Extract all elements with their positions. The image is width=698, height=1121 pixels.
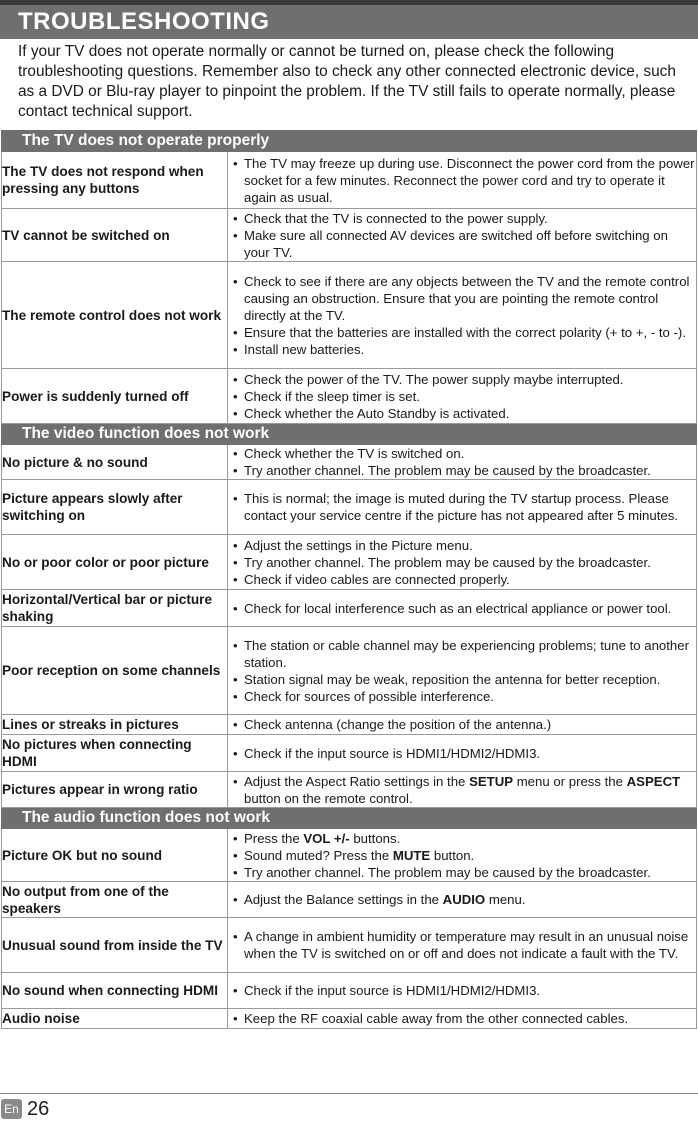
- solution-item: [228, 688, 696, 705]
- solution-text: Press the: [244, 830, 304, 846]
- table-row: [2, 480, 697, 535]
- solution-cell: [228, 715, 697, 735]
- solution-text: Ensure that the batteries are installed with the correct polarity (+ to +, - to -).: [244, 324, 686, 340]
- section-title: The video function does not work: [2, 424, 697, 445]
- solution-text: The TV may freeze up during use. Disconnect the power cord from the power socket for a few minutes. Reconnect the power cord and try to operate it again as usual.: [244, 155, 695, 205]
- problem-cell: Pictures appear in wrong ratio: [2, 772, 228, 808]
- solution-keyword: ASPECT: [626, 773, 681, 789]
- table-row: [2, 369, 697, 424]
- section-title: The audio function does not work: [2, 808, 697, 829]
- table-row: [2, 829, 697, 882]
- solution-item: [228, 982, 696, 999]
- language-badge: En: [1, 1099, 22, 1119]
- section-header: [2, 424, 697, 445]
- solution-keyword: SETUP: [469, 773, 514, 789]
- table-row: [2, 772, 697, 808]
- solution-item: [228, 405, 696, 422]
- problem-cell: The remote control does not work: [2, 262, 228, 369]
- problem-cell: No picture & no sound: [2, 445, 228, 480]
- solution-cell: [228, 535, 697, 590]
- solution-cell: [228, 829, 697, 882]
- solution-item: [228, 716, 696, 733]
- problem-cell: Horizontal/Vertical bar or picture shaking: [2, 590, 228, 627]
- solution-cell: [228, 973, 697, 1009]
- table-row: [2, 590, 697, 627]
- solution-text: Check to see if there are any objects between the TV and the remote control causing an obstruction. Ensure that you are pointing the remote control directly at the TV.: [244, 273, 690, 323]
- table-row: [2, 882, 697, 918]
- solution-item: [228, 671, 696, 688]
- solution-list: [228, 745, 696, 762]
- solution-keyword: MUTE: [392, 847, 431, 863]
- solution-item: [228, 637, 696, 671]
- solution-list: [228, 637, 696, 705]
- solution-list: [228, 155, 696, 206]
- solution-text: Check that the TV is connected to the power supply.: [244, 210, 548, 226]
- solution-cell: [228, 445, 697, 480]
- solution-text: Check if the input source is HDMI1/HDMI2/HDMI3.: [244, 745, 541, 761]
- solution-item: [228, 210, 696, 227]
- page-number: 26: [27, 1098, 50, 1120]
- solution-text: A change in ambient humidity or temperature may result in an unusual noise when the TV is switched on or off and does not indicate a fault with the TV.: [244, 929, 689, 961]
- table-row: [2, 262, 697, 369]
- solution-item: [228, 773, 696, 807]
- section-header: [2, 131, 697, 152]
- solution-item: [228, 490, 696, 524]
- solution-text: The station or cable channel may be experiencing problems; tune to another station.: [244, 637, 689, 670]
- solution-text: Check if the sleep timer is set.: [244, 388, 420, 404]
- solution-text: menu or press the: [513, 773, 627, 789]
- solution-list: [228, 891, 696, 908]
- section-header: [2, 808, 697, 829]
- solution-text: This is normal; the image is muted during the TV startup process. Please contact your service centre if the picture has not appeared after 5 minutes.: [244, 491, 678, 523]
- solution-item: [228, 1010, 696, 1027]
- solution-item: [228, 388, 696, 405]
- solution-text: Try another channel. The problem may be caused by the broadcaster.: [244, 463, 651, 478]
- solution-keyword: VOL +/-: [303, 830, 350, 846]
- solution-cell: [228, 627, 697, 715]
- table-row: [2, 535, 697, 590]
- solution-item: [228, 155, 696, 206]
- solution-text: Check whether the TV is switched on.: [244, 446, 465, 461]
- problem-cell: Poor reception on some channels: [2, 627, 228, 715]
- table-row: [2, 627, 697, 715]
- solution-item: [228, 462, 696, 479]
- solution-list: [228, 210, 696, 261]
- solution-item: [228, 341, 696, 358]
- solution-list: [228, 716, 696, 733]
- problem-cell: Lines or streaks in pictures: [2, 715, 228, 735]
- table-row: [2, 152, 697, 209]
- solution-cell: [228, 209, 697, 262]
- footer-rule: [0, 1093, 698, 1094]
- solution-cell: [228, 1009, 697, 1029]
- solution-list: [228, 371, 696, 422]
- solution-item: [228, 324, 696, 341]
- solution-item: [228, 864, 696, 881]
- solution-cell: [228, 152, 697, 209]
- solution-text: Adjust the Balance settings in the: [244, 892, 443, 907]
- solution-text: Check if video cables are connected properly.: [244, 571, 510, 587]
- solution-text: Adjust the settings in the Picture menu.: [244, 537, 473, 553]
- problem-cell: Power is suddenly turned off: [2, 369, 228, 424]
- solution-text: Adjust the Aspect Ratio settings in the: [244, 773, 470, 789]
- solution-list: [228, 773, 696, 807]
- intro-paragraph: If your TV does not operate normally or cannot be turned on, please check the following troubleshooting questions. Remember also to check any other connected electronic device, such as a DVD or Blu-ray player to pinpoint the problem. If the TV still fails to operate normally, please contact technical support.: [18, 43, 676, 120]
- solution-item: [228, 847, 696, 864]
- solution-text: Check whether the Auto Standby is activated.: [244, 405, 510, 421]
- solution-text: Make sure all connected AV devices are switched off before switching on your TV.: [244, 227, 668, 260]
- solution-cell: [228, 262, 697, 369]
- problem-cell: Audio noise: [2, 1009, 228, 1029]
- solution-item: [228, 554, 696, 571]
- solution-text: Check for sources of possible interference.: [244, 688, 494, 704]
- table-row: [2, 715, 697, 735]
- page-title: TROUBLESHOOTING: [18, 8, 270, 35]
- solution-text: Check antenna (change the position of the antenna.): [244, 717, 552, 732]
- solution-list: [228, 600, 696, 617]
- solution-item: [228, 445, 696, 462]
- solution-list: [228, 982, 696, 999]
- solution-cell: [228, 882, 697, 918]
- solution-cell: [228, 918, 697, 973]
- title-bar: [0, 5, 698, 39]
- solution-item: [228, 891, 696, 908]
- solution-cell: [228, 735, 697, 772]
- solution-list: [228, 490, 696, 524]
- solution-keyword: AUDIO: [442, 892, 486, 907]
- solution-item: [228, 571, 696, 588]
- solution-text: Keep the RF coaxial cable away from the other connected cables.: [244, 1011, 629, 1026]
- problem-cell: No pictures when connecting HDMI: [2, 735, 228, 772]
- problem-cell: Picture OK but no sound: [2, 829, 228, 882]
- solution-text: Try another channel. The problem may be caused by the broadcaster.: [244, 554, 651, 570]
- solution-item: [228, 745, 696, 762]
- troubleshooting-table: [1, 130, 697, 1029]
- problem-cell: No or poor color or poor picture: [2, 535, 228, 590]
- solution-text: button on the remote control.: [244, 790, 413, 806]
- solution-cell: [228, 480, 697, 535]
- solution-text: Check the power of the TV. The power supply maybe interrupted.: [244, 371, 624, 387]
- solution-item: [228, 371, 696, 388]
- table-row: [2, 209, 697, 262]
- problem-cell: Unusual sound from inside the TV: [2, 918, 228, 973]
- solution-item: [228, 273, 696, 324]
- table-row: [2, 735, 697, 772]
- solution-list: [228, 537, 696, 588]
- solution-cell: [228, 369, 697, 424]
- solution-item: [228, 227, 696, 261]
- solution-list: [228, 1010, 696, 1027]
- solution-cell: [228, 590, 697, 627]
- table-row: [2, 445, 697, 480]
- solution-text: Sound muted? Press the: [244, 847, 393, 863]
- table-row: [2, 1009, 697, 1029]
- solution-text: Check for local interference such as an electrical appliance or power tool.: [244, 600, 672, 616]
- solution-list: [228, 445, 696, 479]
- solution-list: [228, 830, 696, 881]
- problem-cell: The TV does not respond when pressing any buttons: [2, 152, 228, 209]
- table-row: [2, 918, 697, 973]
- solution-text: Install new batteries.: [244, 341, 365, 357]
- problem-cell: Picture appears slowly after switching on: [2, 480, 228, 535]
- solution-text: Try another channel. The problem may be caused by the broadcaster.: [244, 864, 651, 880]
- problem-cell: No sound when connecting HDMI: [2, 973, 228, 1009]
- problem-cell: TV cannot be switched on: [2, 209, 228, 262]
- solution-item: [228, 537, 696, 554]
- solution-text: menu.: [485, 892, 526, 907]
- solution-item: [228, 600, 696, 617]
- solution-item: [228, 928, 696, 962]
- solution-text: buttons.: [349, 830, 401, 846]
- table-row: [2, 973, 697, 1009]
- solution-text: button.: [430, 847, 475, 863]
- solution-text: Station signal may be weak, reposition the antenna for better reception.: [244, 671, 661, 687]
- solution-text: Check if the input source is HDMI1/HDMI2/HDMI3.: [244, 983, 541, 998]
- solution-list: [228, 273, 696, 358]
- solution-item: [228, 830, 696, 847]
- problem-cell: No output from one of the speakers: [2, 882, 228, 918]
- section-title: The TV does not operate properly: [2, 131, 697, 152]
- solution-list: [228, 928, 696, 962]
- solution-cell: [228, 772, 697, 808]
